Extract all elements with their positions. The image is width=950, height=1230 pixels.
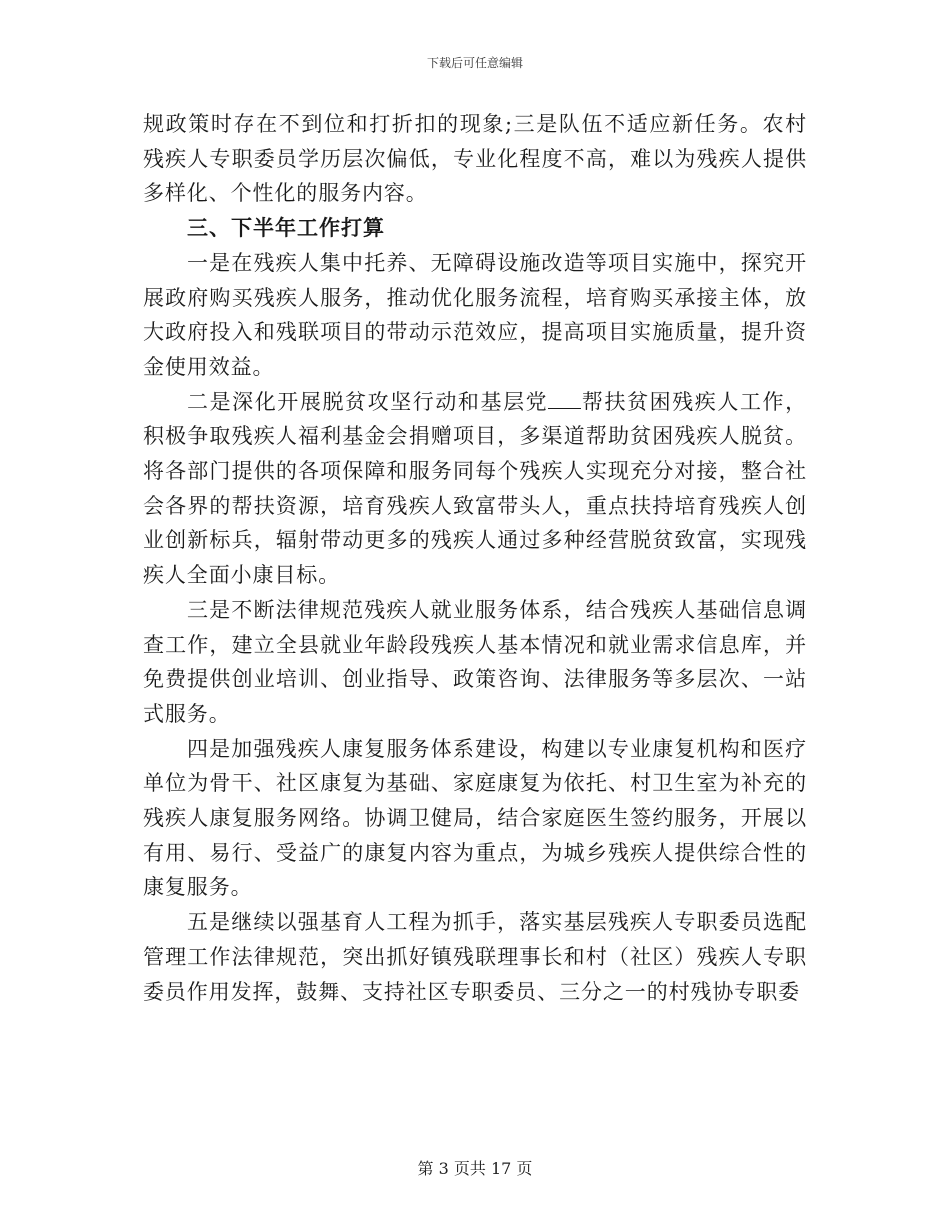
page-indicator: 第 3 页共 17 页 (417, 1159, 533, 1178)
paragraph-2-part-1: 二是深化开展脱贫攻坚行动和基层党 (187, 389, 549, 414)
fill-in-blank (548, 390, 581, 409)
header-note: 下载后可任意编辑 (426, 56, 523, 70)
paragraph-5: 五是继续以强基育人工程为抓手，落实基层残疾人专职委员选配管理工作法律规范，突出抓好镇残联理事长和村（社区）残疾人专职委员作用发挥，鼓舞、支持社区专职委员、三分之一的村残协专职委 (143, 910, 807, 1004)
intro-paragraph: 规政策时存在不到位和打折扣的现象;三是队伍不适应新任务。农村残疾人专职委员学历层次偏低，专业化程度不高，难以为残疾人提供多样化、个性化的服务内容。 (143, 112, 807, 206)
paragraph-3: 三是不断法律规范残疾人就业服务体系，结合残疾人基础信息调查工作，建立全县就业年龄段残疾人基本情况和就业需求信息库，并免费提供创业培训、创业指导、政策咨询、法律服务等多层次、一站式服务。 (143, 597, 807, 726)
paragraph-4: 四是加强残疾人康复服务体系建设，构建以专业康复机构和医疗单位为骨干、社区康复为基础、家庭康复为依托、村卫生室为补充的残疾人康复服务网络。协调卫健局，结合家庭医生签约服务，开展以有用、易行、受益广的康复内容为重点，为城乡残疾人提供综合性的康复服务。 (143, 736, 807, 900)
paragraph-2 (143, 385, 807, 593)
document-body (143, 107, 807, 1009)
paragraph-2-part-2: 帮扶贫困残疾人工作，积极争取残疾人福利基金会捐赠项目，多渠道帮助贫困残疾人脱贫。将各部门提供的各项保障和服务同每个残疾人实现充分对接，整合社会各界的帮扶资源，培育残疾人致富带头人，重点扶持培育残疾人创业创新标兵，辐射带动更多的残疾人通过多种经营脱贫致富，实现残疾人全面小康目标。 (143, 389, 808, 588)
paragraph-1: 一是在残疾人集中托养、无障碍设施改造等项目实施中，探究开展政府购买残疾人服务，推动优化服务流程，培育购买承接主体，放大政府投入和残联项目的带动示范效应，提高项目实施质量，提升资金使用效益。 (143, 250, 807, 379)
section-heading: 三、下半年工作打算 (187, 215, 385, 241)
